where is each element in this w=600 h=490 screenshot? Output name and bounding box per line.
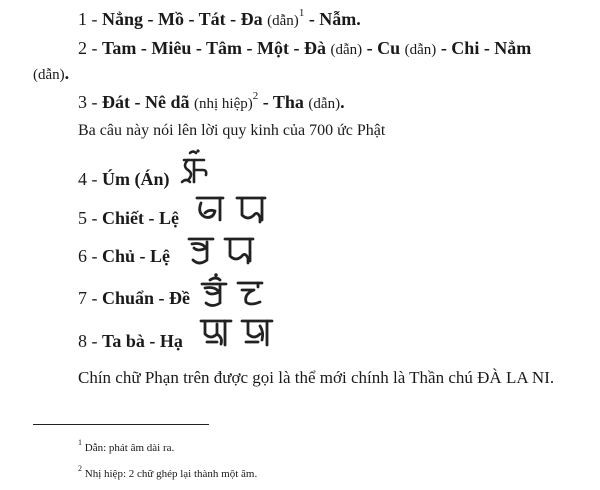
cun-glyph — [200, 272, 228, 308]
le-glyph — [234, 193, 268, 225]
de-glyph — [236, 278, 264, 310]
mantra-line-3: 3 - Đát - Nê dã (nhị hiệp)$^2$ - Tha (dẫn). — [78, 90, 345, 112]
conclusion-text: Chín chữ Phạn trên được gọi là thể mới chính là Thần chú ĐÀ LA NI. — [78, 368, 555, 387]
mantra-line-6: 6 - Chủ - Lệ — [78, 246, 171, 266]
mantra-line-2-continued: (dẫn). — [33, 63, 70, 83]
mantra-line-2: 2 - Tam - Miêu - Tâm - Một - Đà (dẫn) - Cu (dẫn) - Chi - Nẳm — [78, 38, 532, 58]
sva-glyph — [199, 316, 233, 350]
cu-glyph — [187, 234, 215, 268]
le-glyph — [222, 234, 256, 266]
ca-glyph — [194, 193, 226, 225]
om-glyph — [176, 148, 210, 186]
mantra-line-7: 7 - Chuẩn - Đề — [78, 288, 191, 308]
mantra-line-4: 4 - Úm (Án) — [78, 169, 170, 189]
mantra-line-8: 8 - Ta bà - Hạ — [78, 331, 183, 351]
ha-glyph — [240, 316, 274, 350]
note-text: Ba câu này nói lên lời quy kinh của 700 ức Phật — [78, 122, 386, 139]
footnote-1: $^1$ Dẫn: phát âm dài ra. — [78, 438, 175, 454]
mantra-line-1: 1 - Nẳng - Mồ - Tát - Đa (dẫn)$^1$ - Nẫm. — [78, 7, 361, 29]
footnote-divider — [33, 424, 209, 425]
footnote-2: $^2$ Nhị hiệp: 2 chữ ghép lại thành một âm. — [78, 464, 258, 480]
mantra-line-5: 5 - Chiết - Lệ — [78, 208, 179, 228]
